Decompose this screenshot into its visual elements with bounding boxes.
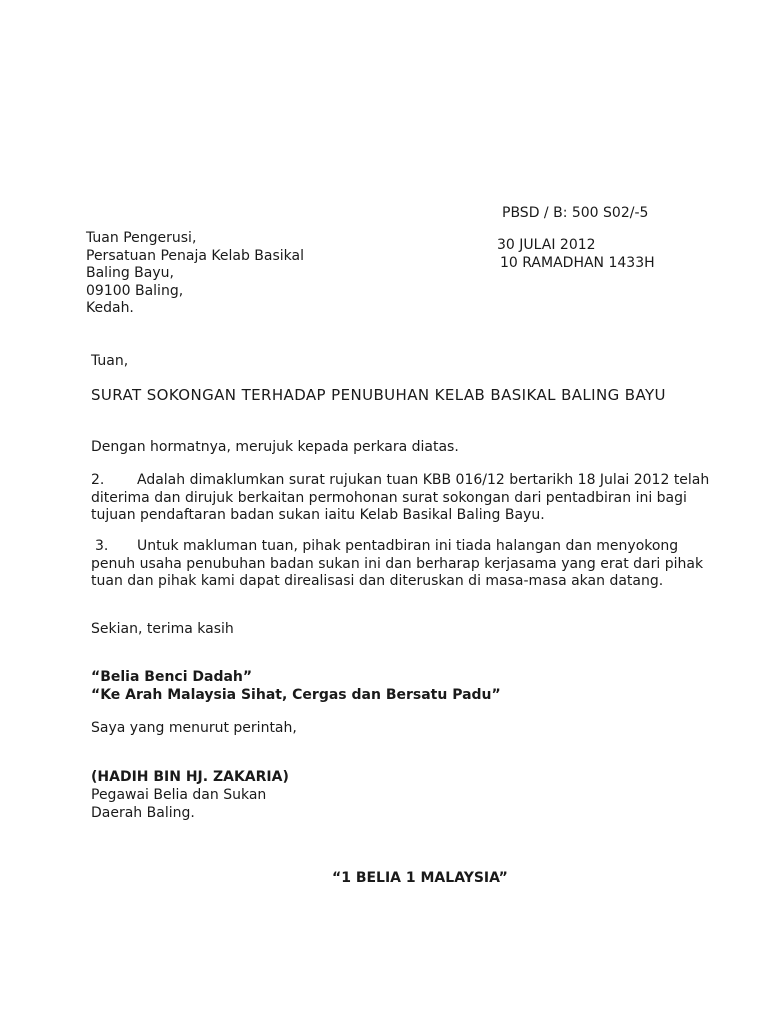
letter-date: 30 JULAI 2012 [497,237,596,253]
reference-number: PBSD / B: 500 S02/-5 [502,205,649,221]
slogan-malaysia: “Ke Arah Malaysia Sihat, Cergas dan Bersatu Padu” [91,687,501,703]
recipient-line: Kedah. [86,300,134,316]
recipient-line: Persatuan Penaja Kelab Basikal [86,247,304,264]
paragraph-text: Adalah dimaklumkan surat rujukan tuan KBB 016/12 bertarikh 18 Julai 2012 telah [137,472,710,488]
recipient-line: Baling Bayu, [86,265,174,281]
paragraph-text: diterima dan dirujuk berkaitan permohonan surat sokongan dari pentadbiran ini bagi [91,489,687,506]
paragraph-3 [91,538,703,591]
hijri-date: 10 RAMADHAN 1433H [500,255,655,271]
opening-line: Dengan hormatnya, merujuk kepada perkara diatas. [91,439,459,455]
salutation: Tuan, [91,353,129,369]
paragraph-text: penuh usaha penubuhan badan sukan ini dan berharap kerjasama yang erat dari pihak [91,555,704,572]
paragraph-text: tuan dan pihak kami dapat direalisasi dan diteruskan di masa-masa akan datang. [91,573,664,589]
signatory-district: Daerah Baling. [91,805,195,821]
signatory-name: (HADIH BIN HJ. ZAKARIA) [91,769,289,785]
paragraph-number: 2. [91,472,105,488]
closing-line: Sekian, terima kasih [91,621,234,637]
recipient-line: Tuan Pengerusi, [86,230,197,246]
paragraph-text: Untuk makluman tuan, pihak pentadbiran ini tiada halangan dan menyokong [137,538,679,554]
recipient-line: 09100 Baling, [86,282,184,299]
sign-off: Saya yang menurut perintah, [91,720,297,736]
subject-heading: SURAT SOKONGAN TERHADAP PENUBUHAN KELAB BASIKAL BALING BAYU [91,386,666,404]
paragraph-number: 3. [95,538,109,554]
footer-slogan: “1 BELIA 1 MALAYSIA” [332,870,508,886]
recipient-address [86,230,304,318]
signatory-title: Pegawai Belia dan Sukan [91,787,267,803]
paragraph-text: tujuan pendaftaran badan sukan iaitu Kelab Basikal Baling Bayu. [91,507,545,523]
paragraph-2 [91,472,710,525]
slogan-anti-drug: “Belia Benci Dadah” [91,669,253,685]
